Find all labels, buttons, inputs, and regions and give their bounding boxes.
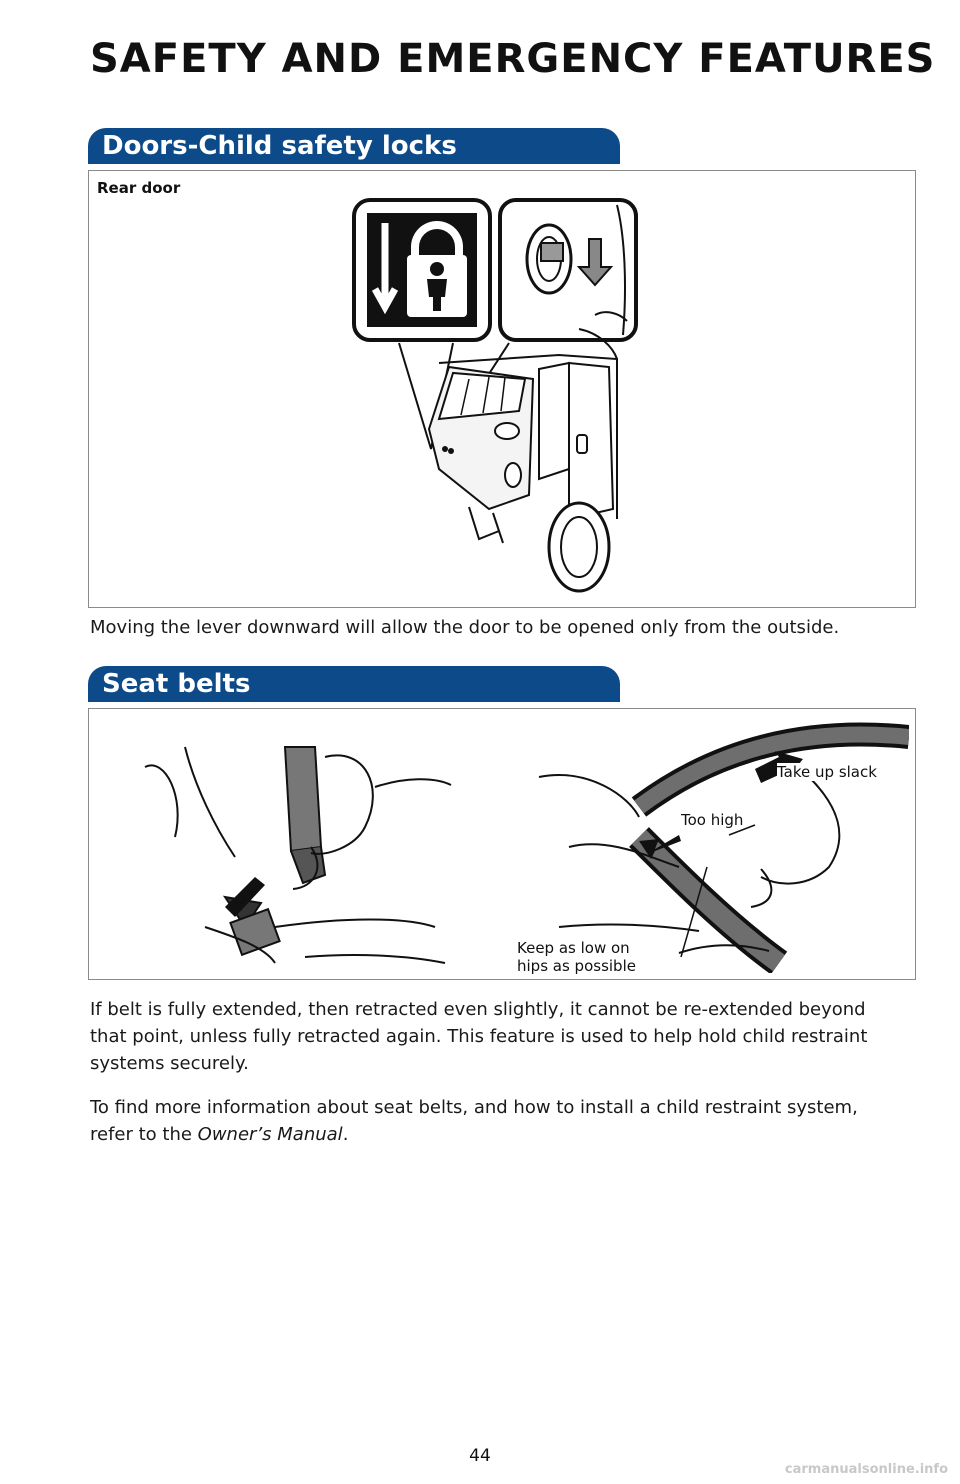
buckling-belt-illustration	[125, 727, 455, 967]
section-heading-seat-belts: Seat belts	[88, 666, 620, 702]
callout-take-up-slack: Take up slack	[777, 763, 877, 781]
seat-belt-paragraph-1: If belt is fully extended, then retracted even slightly, it cannot be re-extended beyond that point, unless fully retracted again. This feature is used to help hold child restraint systems securely.	[90, 999, 868, 1074]
section-heading-child-locks: Doors-Child safety locks	[88, 128, 620, 164]
paragraph-2-end: .	[342, 1124, 349, 1145]
callout-keep-low	[517, 939, 636, 975]
seat-belt-figure	[88, 708, 916, 980]
child-lock-figure	[88, 170, 916, 608]
seat-belt-paragraph-2	[90, 1094, 890, 1148]
belt-position-illustration	[529, 717, 909, 973]
watermark: carmanualsonline.info	[784, 1462, 948, 1477]
rear-door-label: Rear door	[97, 179, 181, 197]
owners-manual-reference: Owner’s Manual	[197, 1124, 343, 1145]
page-number: 44	[469, 1446, 491, 1466]
vehicle-rear-door-illustration	[409, 319, 629, 599]
callout-too-high: Too high	[681, 811, 744, 829]
child-lock-description: Moving the lever downward will allow the door to be opened only from the outside.	[90, 617, 840, 638]
page-title: SAFETY AND EMERGENCY FEATURES	[90, 36, 936, 82]
callout-keep-low-line-1: Keep as low on	[517, 939, 630, 957]
paragraph-2-text: To find more information about seat belts, and how to install a child restraint system, refer to the	[90, 1097, 858, 1145]
callout-keep-low-line-2: hips as possible	[517, 957, 636, 975]
